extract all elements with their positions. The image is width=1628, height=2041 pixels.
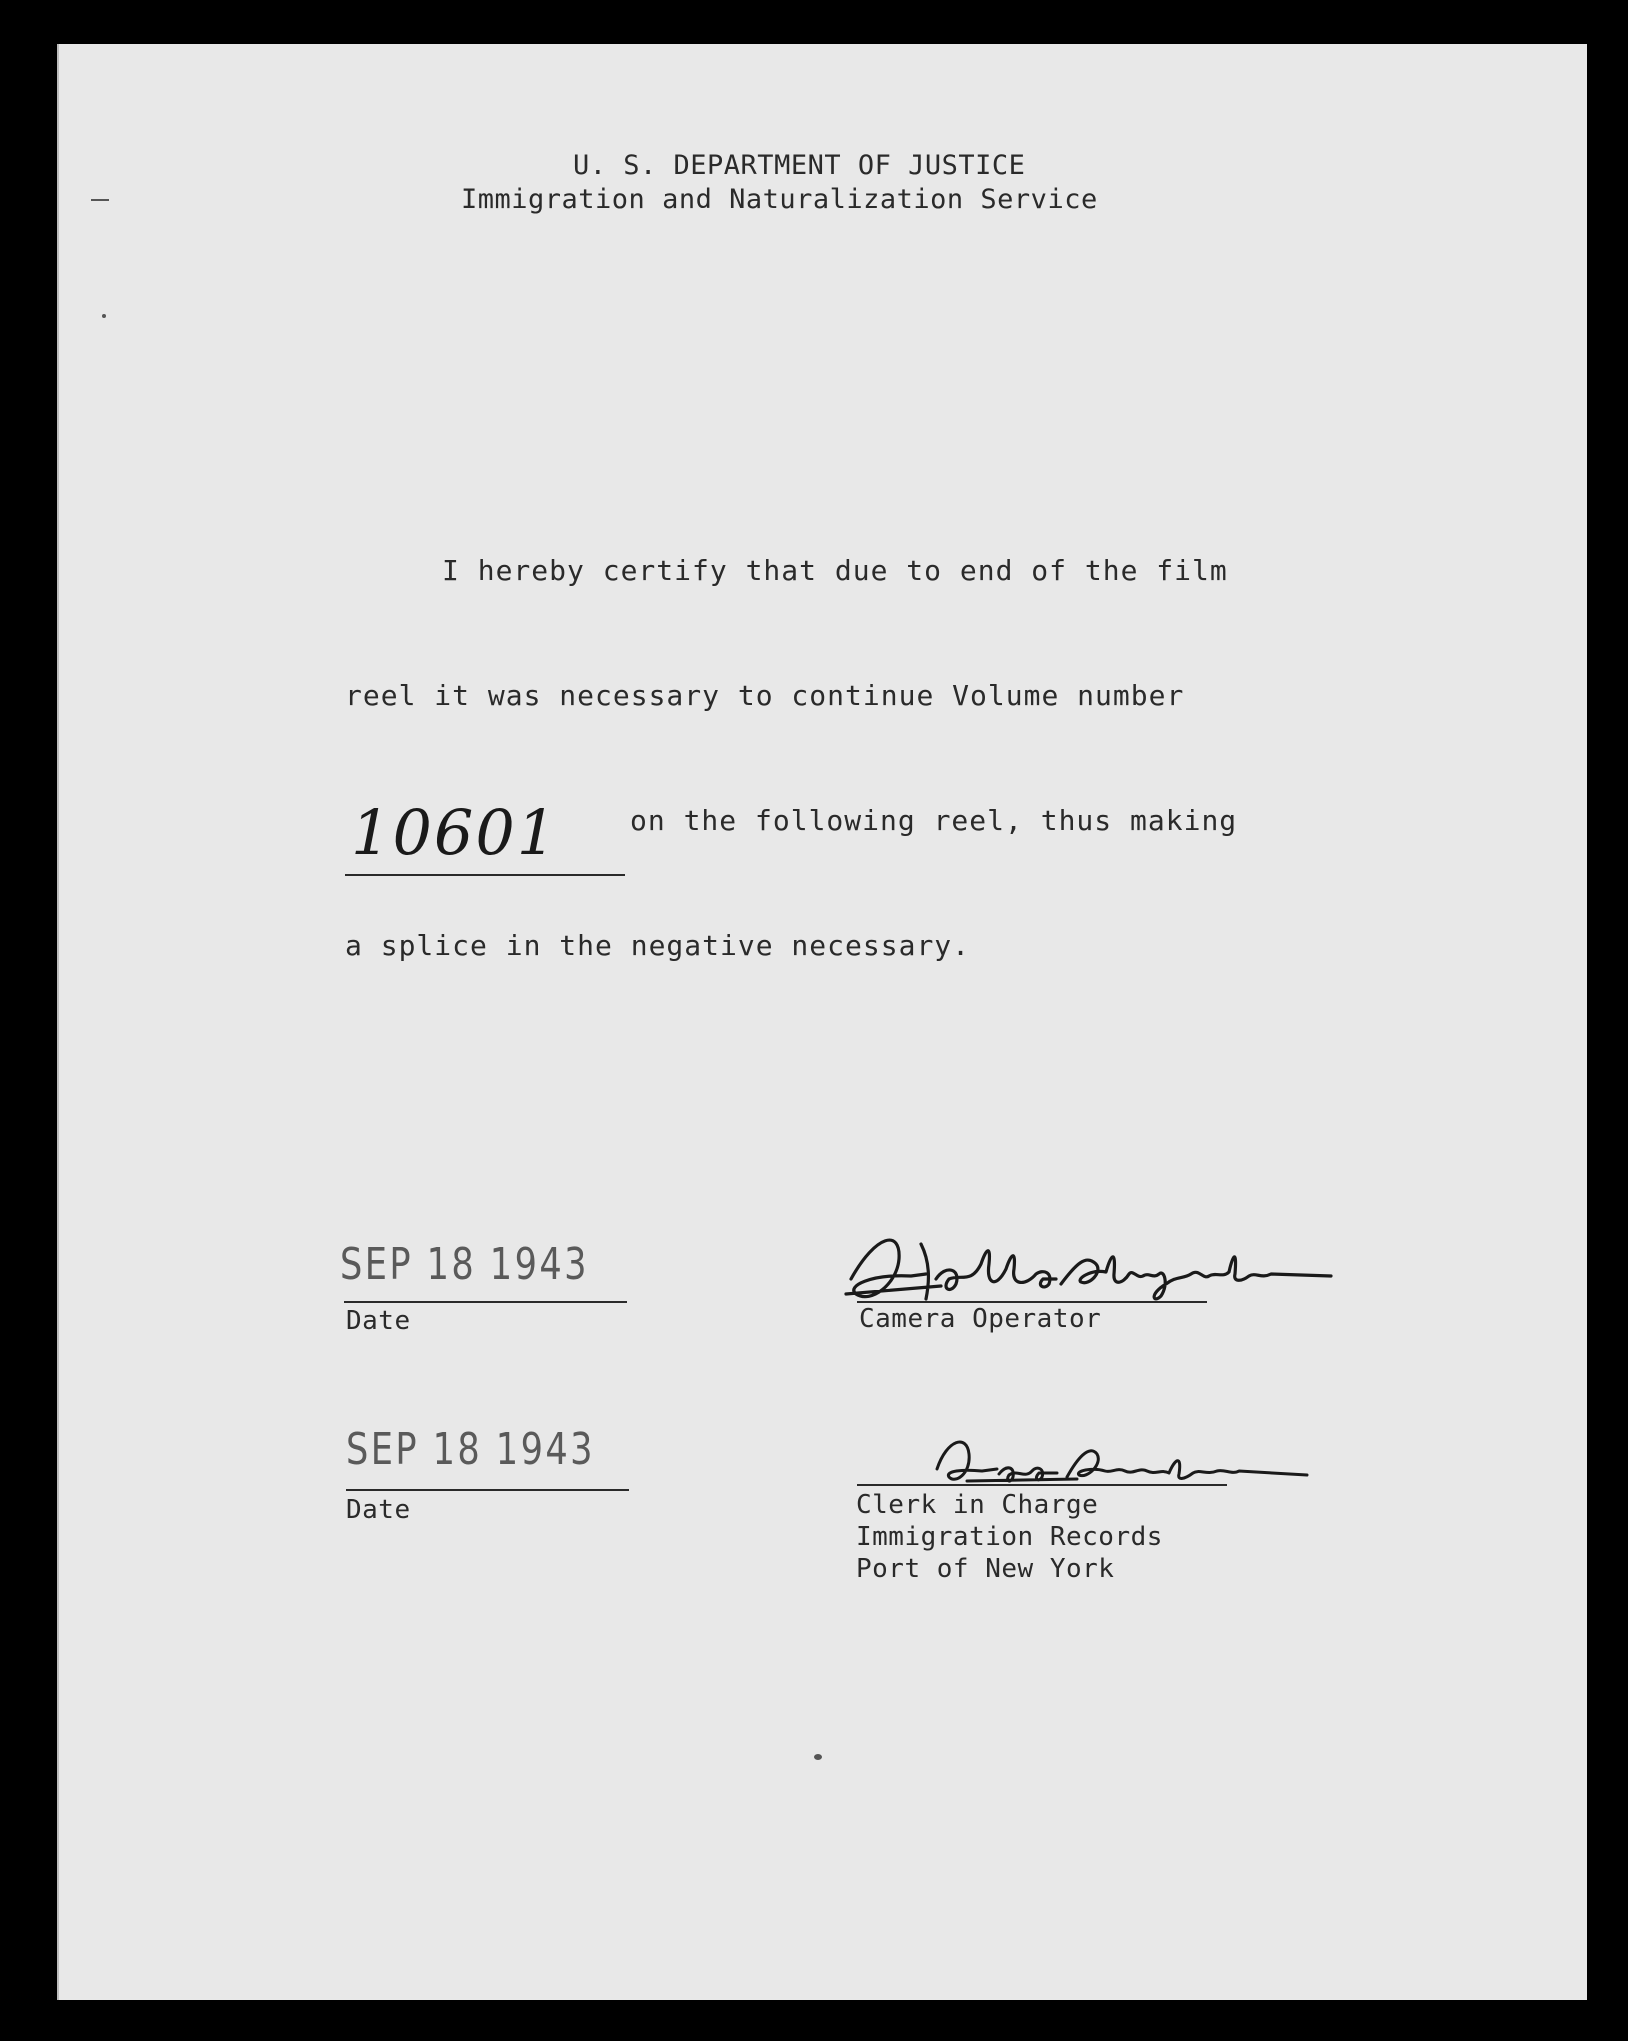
certification-line-2: reel it was necessary to continue Volume number: [345, 679, 1185, 712]
clerk-title-line-3: Port of New York: [856, 1554, 1115, 1584]
paper-speck: [91, 199, 109, 201]
certification-line-1: I hereby certify that due to end of the film: [442, 554, 1228, 587]
date-rule-camera: [344, 1301, 627, 1303]
camera-operator-label: Camera Operator: [859, 1304, 1102, 1334]
paper-speck: [102, 314, 106, 318]
clerk-signature: [927, 1429, 1367, 1499]
handwritten-volume-number: 10601: [351, 796, 559, 869]
department-heading: U. S. DEPARTMENT OF JUSTICE: [573, 150, 1026, 181]
volume-number-rule: [345, 874, 625, 876]
document-page: [57, 44, 1587, 2000]
paper-speck: [814, 1754, 822, 1760]
date-stamp-camera: SEP 18 1943: [340, 1239, 589, 1290]
clerk-title-line-1: Clerk in Charge: [856, 1490, 1099, 1520]
clerk-title-line-2: Immigration Records: [856, 1522, 1163, 1552]
signature-rule-camera: [857, 1301, 1207, 1303]
certification-line-4: a splice in the negative necessary.: [345, 929, 971, 962]
date-label-camera: Date: [346, 1306, 411, 1336]
certification-line-3: on the following reel, thus making: [630, 804, 1238, 837]
date-rule-clerk: [346, 1489, 629, 1491]
signature-rule-clerk: [857, 1484, 1227, 1486]
date-stamp-clerk: SEP 18 1943: [346, 1424, 595, 1475]
date-label-clerk: Date: [346, 1495, 411, 1525]
service-heading: Immigration and Naturalization Service: [461, 184, 1098, 215]
